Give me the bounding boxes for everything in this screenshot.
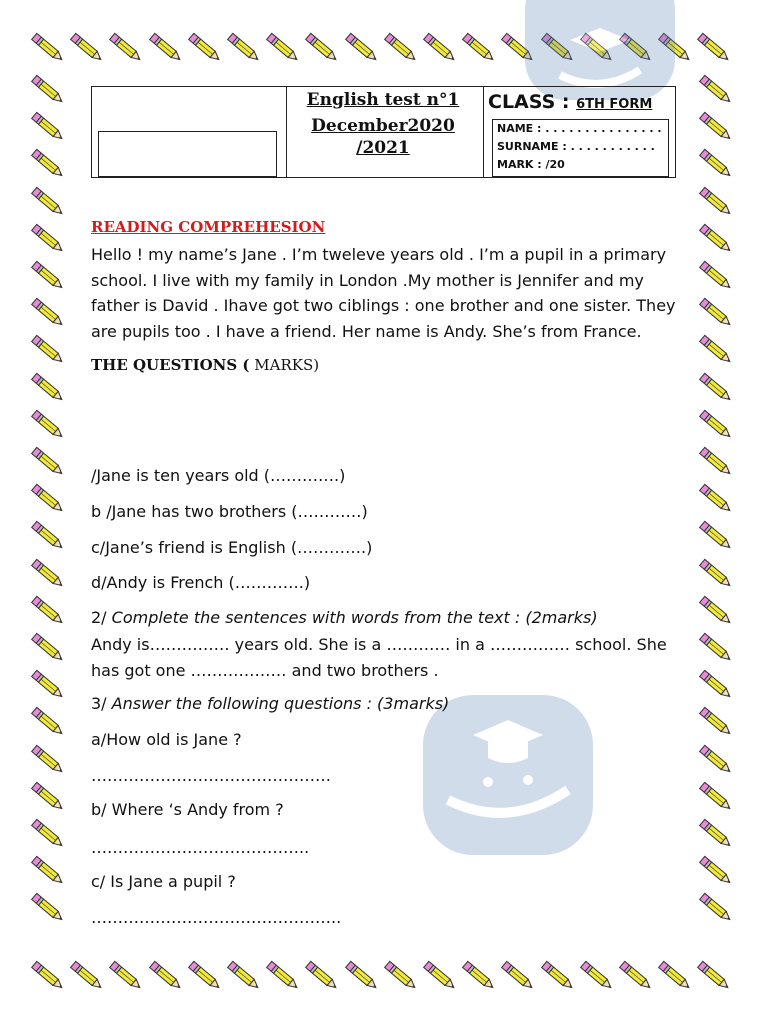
pencil-icon [67, 28, 107, 68]
reading-passage: Hello ! my name’s Jane . I’m tweleve years old . I’m a pupil in a primary school. I live with my family in London .My mother is Jennifer and my father is David . Ihave got two ciblings : one brother and one sister. They are pupils too . I have a friend. Her name is Andy. She’s from France. [91, 245, 676, 341]
pencil-icon [696, 628, 736, 668]
pencil-icon [696, 293, 736, 333]
pencil-icon [696, 851, 736, 891]
question-2-number: 2/ [91, 608, 112, 627]
surname-field[interactable]: SURNAME : . . . . . . . . . . . [497, 140, 655, 153]
test-title: English test n°1 [306, 90, 460, 110]
watermark-logo-icon [418, 690, 598, 860]
pencil-icon [28, 405, 68, 445]
name-field[interactable]: NAME : . . . . . . . . . . . . . . . [497, 122, 662, 135]
mark-field: MARK : /20 [497, 158, 565, 171]
pencil-icon [696, 814, 736, 854]
pencil-icon [28, 479, 68, 519]
pencil-icon [28, 256, 68, 296]
pencil-icon [696, 144, 736, 184]
pencil-icon [696, 330, 736, 370]
pencil-icon [696, 219, 736, 259]
pencil-icon [696, 554, 736, 594]
pencil-icon [28, 293, 68, 333]
pencil-icon [28, 702, 68, 742]
pencil-icon [263, 28, 303, 68]
pencil-icon [616, 956, 656, 996]
pencil-icon [696, 591, 736, 631]
pencil-icon [28, 888, 68, 928]
question-2-text: Andy is…………… years old. She is a ………… in a …………… school. She has got one ……………… and two brothers . [91, 635, 667, 680]
pencil-icon [381, 28, 421, 68]
pencil-icon [696, 479, 736, 519]
pencil-icon [696, 702, 736, 742]
answer-line-3b[interactable]: ………………………………….. [91, 838, 310, 857]
question-3-heading [91, 694, 449, 713]
pencil-icon [106, 28, 146, 68]
pencil-icon [696, 740, 736, 780]
questions-title-marks: MARKS) [249, 356, 320, 374]
pencil-icon [420, 956, 460, 996]
question-3-number: 3/ [91, 694, 112, 713]
question-3c: c/ Is Jane a pupil ? [91, 872, 236, 891]
answer-line-3a[interactable]: ……………………………………… [91, 766, 331, 785]
answer-line-3c[interactable]: ……………………………………….. [91, 908, 342, 927]
pencil-border-bottom [28, 956, 740, 1000]
pencil-icon [498, 956, 538, 996]
pencil-icon [263, 956, 303, 996]
pencil-icon [67, 956, 107, 996]
question-item-c: c/Jane’s friend is English (………….) [91, 538, 373, 557]
pencil-icon [28, 368, 68, 408]
pencil-icon [28, 956, 68, 996]
pencil-icon [696, 442, 736, 482]
question-3-instruction: Answer the following questions : (3marks) [111, 694, 450, 713]
pencil-icon [694, 956, 734, 996]
pencil-icon [696, 107, 736, 147]
pencil-icon [696, 70, 736, 110]
pencil-icon [28, 554, 68, 594]
pencil-icon [459, 28, 499, 68]
pencil-icon [28, 442, 68, 482]
test-header [91, 86, 676, 178]
pencil-icon [696, 777, 736, 817]
pencil-icon [28, 740, 68, 780]
questions-title [91, 356, 681, 374]
reading-title: READING COMPREHESION [91, 218, 326, 236]
class-field [488, 91, 652, 113]
question-item-d: d/Andy is French (………….) [91, 573, 311, 592]
pencil-icon [381, 956, 421, 996]
pencil-icon [28, 182, 68, 222]
class-label: CLASS : [488, 91, 570, 113]
pencil-border-left [28, 70, 72, 960]
pencil-border-right [696, 70, 740, 960]
pencil-icon [420, 28, 460, 68]
pencil-icon [224, 28, 264, 68]
pencil-icon [696, 405, 736, 445]
pencil-icon [696, 888, 736, 928]
pencil-icon [185, 28, 225, 68]
pencil-icon [342, 956, 382, 996]
pencil-icon [28, 107, 68, 147]
pencil-icon [28, 28, 68, 68]
question-item-b: b /Jane has two brothers (…………) [91, 502, 368, 521]
pencil-icon [224, 956, 264, 996]
pencil-icon [28, 665, 68, 705]
question-3a: a/How old is Jane ? [91, 730, 242, 749]
pencil-icon [28, 591, 68, 631]
pencil-icon [342, 28, 382, 68]
pencil-icon [28, 144, 68, 184]
pencil-icon [655, 956, 695, 996]
pencil-icon [106, 956, 146, 996]
pencil-icon [302, 28, 342, 68]
pencil-icon [28, 70, 68, 110]
pencil-icon [459, 956, 499, 996]
question-2-instruction: Complete the sentences with words from the text : (2marks) [111, 608, 598, 627]
pencil-icon [28, 516, 68, 556]
pencil-icon [28, 777, 68, 817]
pencil-icon [28, 219, 68, 259]
pencil-icon [696, 665, 736, 705]
reading-section [91, 218, 681, 374]
pencil-icon [146, 28, 186, 68]
question-2-heading [91, 608, 598, 627]
header-divider [483, 87, 484, 177]
pencil-icon [538, 956, 578, 996]
school-logo-box [98, 131, 277, 177]
question-3b: b/ Where ‘s Andy from ? [91, 800, 284, 819]
pencil-icon [696, 182, 736, 222]
header-divider [286, 87, 287, 177]
questions-title-text: THE QUESTIONS ( [91, 356, 250, 374]
question-item-a: /Jane is ten years old (………….) [91, 466, 346, 485]
pencil-icon [577, 956, 617, 996]
pencil-icon [28, 851, 68, 891]
pencil-icon [28, 814, 68, 854]
pencil-icon [696, 368, 736, 408]
pencil-icon [694, 28, 734, 68]
pencil-icon [28, 628, 68, 668]
pencil-icon [185, 956, 225, 996]
class-value: 6TH FORM [576, 97, 653, 112]
pencil-icon [146, 956, 186, 996]
pencil-icon [696, 256, 736, 296]
pencil-icon [302, 956, 342, 996]
pencil-icon [28, 330, 68, 370]
student-info-box [492, 119, 669, 177]
pencil-icon [696, 516, 736, 556]
test-date: December2020 /2021 [311, 116, 455, 158]
